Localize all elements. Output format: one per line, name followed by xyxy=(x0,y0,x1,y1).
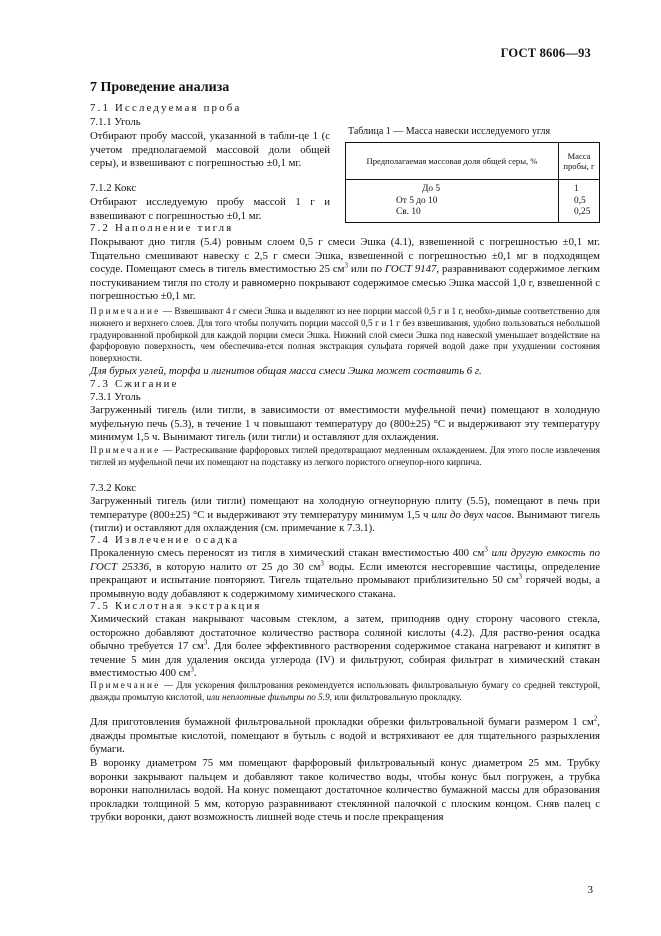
section-title: 7 Проведение анализа xyxy=(90,80,230,95)
paragraph-7-1-2: Отбирают исследуемую пробу массой 1 г и взвешивают с погрешностью ±0,1 мг. xyxy=(90,196,330,222)
table-col-mass xyxy=(559,180,600,223)
subheading-7-1-1: 7.1.1 Уголь xyxy=(90,116,141,128)
table-cell: Св. 10 xyxy=(396,207,421,217)
standard-code: ГОСТ 8606—93 xyxy=(500,46,591,60)
table-cell: 0,5 xyxy=(574,195,586,206)
italic-note-brown-coal: Для бурых углей, торфа и лигнитов общая масса смеси Эшка может составить 6 г. xyxy=(90,365,482,377)
note-7-2: Примечание — Взвешивают 4 г смеси Эшка и выделяют из нее порции массой 0,5 г и 1 г, необхо-димые соответственно для нижнего и верхнего слоев. Для того чтобы получить порции массой 0,5 г и 1 г без взвешивания, удобно пользоваться небольшой градуированной пробиркой для каждой порции смеси Эшка. Нижний слой смеси Эшка под навеской уменьшает воздействие на фарфоровую поверхность, чем обеспечива-ется полная экстракция сульфата горячей водой даже при ухудшении состояния поверхности. xyxy=(90,306,600,364)
heading-7-1: 7.1 Исследуемая проба xyxy=(90,102,242,114)
note-7-3-1: Примечание — Растрескивание фарфоровых тиглей предотвращают медленным охлаждением. Для этого после извлечения тиглей из муфельной печи их помещают на подставку из легкого пористого огнеупор-ного кирпича. xyxy=(90,445,600,467)
paragraph-7-5-c: В воронку диаметром 75 мм помещают фарфоровый фильтровальный конус диаметром 25 мм. Трубку воронки закрывают пальцем и добавляют такое количество воды, чтобы конус был погружен, а трубка воронки наполнилась водой. На конус помещают достаточное количество бумажной массы для образования прокладки толщиной 5 мм, которую разравнивают стеклянной палочкой с плоским концом. Сняв палец с трубки воронки, дают возможность лишней воде стечь и после прекращения xyxy=(90,757,600,824)
paragraph-7-4: Прокаленную смесь переносят из тигля в химический стакан вместимостью 400 $см^3$ или другую емкость по ГОСТ 25336, в которую налито от 25 до 30 $см^3$ воды. Если имеются несгоревшие частицы, определение прекращают и испытание повторяют. Тигель тщательно промывают приблизительно 50 $см^3$ горячей воды, а промывную воду добавляют к содержимому химического стакана. xyxy=(90,545,600,600)
table-cell: 1 xyxy=(574,184,579,194)
table-cell: 0,25 xyxy=(574,207,591,217)
paragraph-7-3-1: Загруженный тигель (или тигли, в зависимости от вместимости муфельной печи) помещают в холодную муфельную печь (5.3), в течение 1 ч повышают температуру до (800±25) °С и выдерживают эту температуру минимум 1,5 ч. Вынимают тигель (или тигли) и оставляют для охлаждения. xyxy=(90,404,600,444)
subheading-7-3-2: 7.3.2 Кокс xyxy=(90,482,137,494)
heading-7-5: 7.5 Кислотная экстракция xyxy=(90,600,262,612)
page-number: 3 xyxy=(587,884,593,896)
paragraph-7-2: Покрывают дно тигля (5.4) ровным слоем 0,5 г смеси Эшка (4.1), взвешенной с погрешностью ±0,1 мг. Тщательно смешивают навеску с 2,5 г смеси Эшка, взвешенной с погрешностью ±0,1 мг в подходящем сосуде. Помещают смесь в тигель вместимостью 25 $см^3$ или по ГОСТ 9147, разравнивают содержимое легким постукиванием тигля по столу и равномерно покрывают содержимое смесью Эшка массой 1,0 г, взвешенной с погрешностью ±0,1 мг. xyxy=(90,236,600,303)
table-col-range xyxy=(346,180,559,223)
table-1 xyxy=(345,142,600,223)
paragraph-7-5-b: Для приготовления бумажной фильтровальной прокладки обрезки фильтровальной бумаги размером 1 $см^2$, дважды промытые кислотой, помещают в бутыль с водой и встряхивают ее для тщательного разрыхления бумаги. xyxy=(90,714,600,756)
table-header-col1: Предполагаемая массовая доля общей серы, % xyxy=(346,143,559,180)
table-header-col2: Масса пробы, г xyxy=(559,143,600,180)
table-cell: До 5 xyxy=(422,184,441,194)
table-caption: Таблица 1 — Масса навески исследуемого угля xyxy=(348,126,551,137)
heading-7-3: 7.3 Сжигание xyxy=(90,378,179,390)
subheading-7-1-2: 7.1.2 Кокс xyxy=(90,182,137,194)
paragraph-7-3-2: Загруженный тигель (или тигли) помещают на холодную огнеупорную плиту (5.5), помещают в печь при температуре (800±25) °С и выдерживают эту температуру минимум 1,5 ч или до двух часов. Вынимают тигель (тигли) и оставляют для охлаждения (см. примечание к 7.3.1). xyxy=(90,495,600,535)
subheading-7-3-1: 7.3.1 Уголь xyxy=(90,391,141,403)
note-7-5: Примечание — Для ускорения фильтрования рекомендуется использовать фильтровальную бумагу со средней текстурой, дважды промытую кислотой, или неплотные фильтры по 5.9, или фильтровальную прокладку. xyxy=(90,680,600,702)
table-cell: От 5 до 10 xyxy=(396,195,438,206)
heading-7-2: 7.2 Наполнение тигля xyxy=(90,222,234,234)
heading-7-4: 7.4 Извлечение осадка xyxy=(90,534,240,546)
paragraph-7-5-a: Химический стакан накрывают часовым стеклом, а затем, приподняв одну сторону часового стекла, осторожно добавляют достаточное количество раствора соляной кислоты (4.2). Для раство-рения осадка обычно требуется 17 $см^3$. Для более эффективного растворения содержимое стакана нагревают и кипятят в течение 5 мин для удаления оксида углерода (IV) и фильтруют, собирая фильтрат в химический стакан вместимостью 400 $см^3$. xyxy=(90,613,600,680)
paragraph-7-1-1: Отбирают пробу массой, указанной в табли-це 1 (с учетом предполагаемой массовой доли общей серы), и взвешивают с погрешностью ±0,1 мг. xyxy=(90,130,330,170)
